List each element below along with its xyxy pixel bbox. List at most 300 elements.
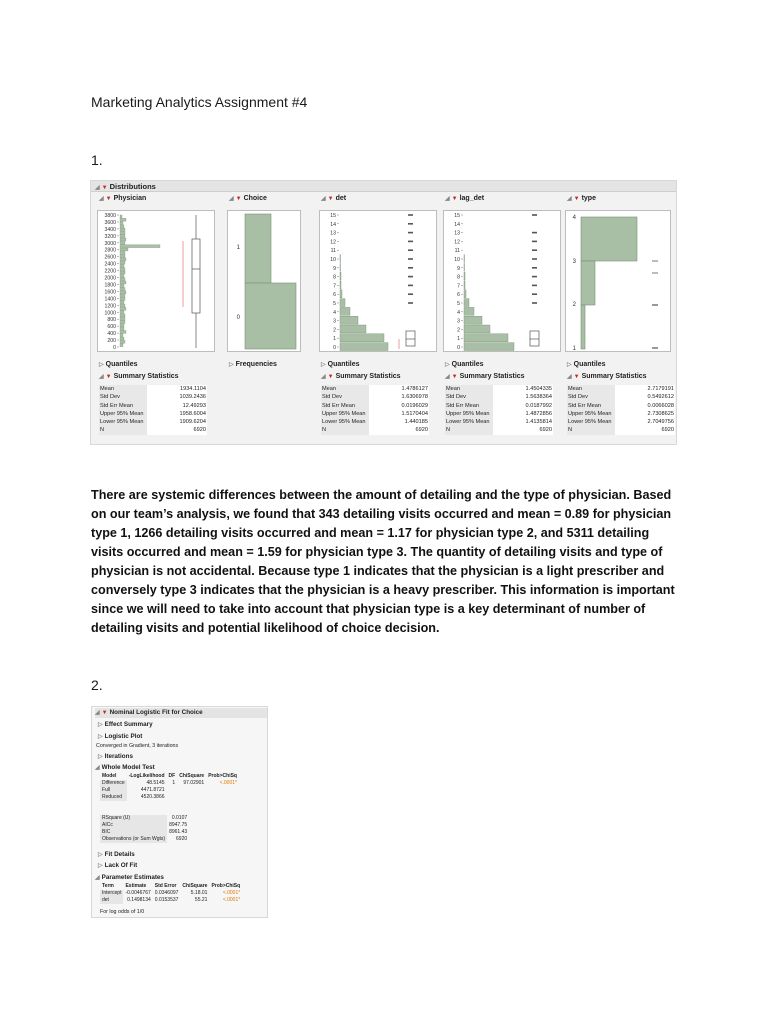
physician-histogram-bar xyxy=(120,261,125,264)
det-histogram-bar xyxy=(340,263,341,271)
distributions-header[interactable] xyxy=(91,181,676,192)
choice-title[interactable] xyxy=(229,194,267,204)
parameter-estimate-cell: 0.0346097 xyxy=(154,890,179,896)
det-stats-table xyxy=(321,385,429,435)
collapse-triangle-icon[interactable]: ◢ xyxy=(567,374,572,380)
expand-triangle-icon[interactable]: ▷ xyxy=(98,722,103,728)
physician-histogram-bar xyxy=(120,294,125,297)
stat-value: 1.4872856 xyxy=(493,410,553,418)
red-menu-triangle-icon[interactable]: ▼ xyxy=(101,710,108,716)
fit-stat-row xyxy=(100,836,189,843)
whole-model-test-column-header: Model xyxy=(102,773,117,779)
stat-label: Mean xyxy=(445,385,493,393)
parameter-estimate-cell: 5.18.01 xyxy=(190,890,208,896)
det-tick-label: 0 xyxy=(333,345,336,351)
physician-title-label: Physician xyxy=(113,195,147,202)
expand-triangle-icon[interactable]: ▷ xyxy=(445,362,450,368)
fit-stat-cell: BIC xyxy=(100,829,167,836)
stat-value: 0.0196029 xyxy=(369,402,429,410)
quantiles-label: Quantiles xyxy=(451,361,484,368)
lag-det-histogram-bar xyxy=(464,281,465,289)
choice-frequencies-row[interactable] xyxy=(229,360,277,370)
whole-model-test-cell: 1 xyxy=(172,780,176,786)
parameter-estimate-cell: det xyxy=(100,897,123,904)
lag-det-summary-row[interactable] xyxy=(445,372,525,382)
physician-histogram-bar xyxy=(120,340,125,343)
question-2-label: 2. xyxy=(91,677,103,693)
type-bar-2-3 xyxy=(581,261,595,305)
red-menu-triangle-icon[interactable]: ▼ xyxy=(573,374,580,380)
physician-stats-table xyxy=(99,385,207,435)
lag-det-quantiles-row[interactable] xyxy=(445,360,484,370)
choice-bar-1 xyxy=(245,214,271,283)
type-bar-1-2 xyxy=(581,305,585,349)
det-box xyxy=(406,331,415,346)
stat-value: 2.7179191 xyxy=(615,385,675,393)
whole-model-test-cell: Difference xyxy=(102,780,125,786)
whole-model-test-row xyxy=(100,787,239,794)
physician-histogram-bar xyxy=(120,317,125,320)
stats-row xyxy=(445,393,553,401)
type-title-label: type xyxy=(581,195,596,202)
collapse-triangle-icon[interactable]: ◢ xyxy=(321,374,326,380)
expand-triangle-icon[interactable]: ▷ xyxy=(98,754,103,760)
det-tick-label: 1 xyxy=(333,336,336,343)
logistic-plot-row[interactable] xyxy=(98,732,142,742)
stats-row xyxy=(321,410,429,418)
stats-row xyxy=(567,418,675,426)
stats-row xyxy=(321,426,429,434)
physician-histogram-bar xyxy=(120,321,125,324)
det-histogram xyxy=(319,210,437,352)
red-menu-triangle-icon[interactable]: ▼ xyxy=(235,196,242,202)
parameter-estimate-row xyxy=(100,890,242,897)
whole-model-test-column-header: ChiSquare xyxy=(179,773,205,779)
physician-histogram-bar xyxy=(120,337,124,340)
whole-model-test-column-header: DF xyxy=(168,773,176,779)
det-histogram-bar xyxy=(340,343,388,351)
frequencies-label: Frequencies xyxy=(235,361,277,368)
stat-value: 6920 xyxy=(615,426,675,434)
lag-det-tick-label: 14 xyxy=(454,221,460,228)
physician-histogram-bar xyxy=(120,222,123,225)
type-tick-4: 4 xyxy=(572,215,576,221)
stat-label: Mean xyxy=(567,385,615,393)
physician-tick-label: 1800 xyxy=(104,282,116,289)
whole-model-test-cell xyxy=(167,787,178,794)
physician-histogram-bar xyxy=(120,241,125,244)
physician-column xyxy=(97,194,215,444)
det-tick-label: 14 xyxy=(330,221,336,228)
stat-label: Upper 95% Mean xyxy=(321,410,369,418)
lag-det-title-label: lag_det xyxy=(459,195,485,202)
red-menu-triangle-icon[interactable]: ▼ xyxy=(451,374,458,380)
physician-histogram-bar xyxy=(120,268,125,271)
collapse-triangle-icon[interactable]: ◢ xyxy=(95,185,100,191)
whole-model-test-cell: 4471.8721 xyxy=(140,787,165,793)
stat-label: Lower 95% Mean xyxy=(567,418,615,426)
stats-row xyxy=(321,418,429,426)
det-title[interactable] xyxy=(321,194,346,204)
physician-histogram-bar xyxy=(120,251,125,254)
collapse-triangle-icon[interactable]: ◢ xyxy=(95,765,100,771)
det-tick-label: 15 xyxy=(330,213,336,219)
stat-label: Mean xyxy=(99,385,147,393)
parameter-estimate-row xyxy=(100,897,242,904)
collapse-triangle-icon[interactable]: ◢ xyxy=(321,196,326,202)
physician-histogram-bar xyxy=(120,304,125,307)
det-histogram-bar xyxy=(340,316,358,324)
stats-row xyxy=(567,426,675,434)
det-tick-label: 5 xyxy=(333,301,336,307)
physician-tick-label: 3200 xyxy=(104,233,116,240)
whole-model-test-cell: Full xyxy=(100,787,127,794)
lag-det-tick-label: 10 xyxy=(454,257,460,263)
stat-label: Std Err Mean xyxy=(445,402,493,410)
lag-det-histogram xyxy=(443,210,561,352)
choice-tick-0: 0 xyxy=(236,315,240,321)
lag-det-outlier-mark xyxy=(532,267,537,269)
physician-tick-label: 0 xyxy=(113,345,116,351)
type-histogram-svg xyxy=(566,211,672,353)
lag-det-histogram-bar xyxy=(464,299,469,307)
stat-label: Upper 95% Mean xyxy=(567,410,615,418)
stat-label: Lower 95% Mean xyxy=(99,418,147,426)
expand-triangle-icon[interactable]: ▷ xyxy=(567,362,572,368)
lag-det-outlier-mark xyxy=(532,241,537,243)
det-histogram-bar xyxy=(340,307,350,315)
lag-det-tick-label: 1 xyxy=(457,336,460,343)
stat-value: 1.440185 xyxy=(369,418,429,426)
physician-histogram-bar xyxy=(120,288,125,291)
det-outlier-mark xyxy=(408,241,413,243)
physician-histogram-bar xyxy=(120,327,124,330)
physician-histogram-bar xyxy=(120,314,125,317)
collapse-triangle-icon[interactable]: ◢ xyxy=(95,875,100,881)
det-column xyxy=(319,194,437,444)
lag-det-tick-label: 7 xyxy=(457,283,460,290)
collapse-triangle-icon[interactable]: ◢ xyxy=(99,196,104,202)
physician-histogram-bar xyxy=(120,218,126,221)
physician-histogram-bar xyxy=(120,281,126,284)
det-outlier-mark xyxy=(408,285,413,287)
choice-title-label: Choice xyxy=(243,195,267,202)
type-tick-3: 3 xyxy=(572,259,576,265)
stat-label: Upper 95% Mean xyxy=(445,410,493,418)
physician-histogram-svg xyxy=(98,211,216,353)
fit-stat-cell: RSquare (U) xyxy=(100,815,167,822)
stats-row xyxy=(321,402,429,410)
choice-bar-chart xyxy=(227,210,301,352)
stat-label: Lower 95% Mean xyxy=(321,418,369,426)
lag-det-tick-label: 6 xyxy=(457,292,460,299)
parameter-estimate-cell: <.0001* xyxy=(222,890,241,896)
lag-det-tick-label: 15 xyxy=(454,213,460,219)
parameter-estimate-cell: 55.21 xyxy=(194,897,208,903)
physician-histogram-bar xyxy=(120,311,124,314)
stat-label: Upper 95% Mean xyxy=(99,410,147,418)
expand-triangle-icon[interactable]: ▷ xyxy=(229,362,234,368)
red-menu-triangle-icon[interactable]: ▼ xyxy=(451,196,458,202)
stat-value: 1934.1104 xyxy=(147,385,207,393)
type-quantiles-row[interactable] xyxy=(567,360,606,370)
physician-tick-label: 1000 xyxy=(104,310,116,317)
document-title: Marketing Analytics Assignment #4 xyxy=(91,94,308,110)
fit-stat-cell: Observations (or Sum Wgts) xyxy=(102,836,166,842)
det-tick-label: 6 xyxy=(333,292,336,299)
physician-histogram-bar xyxy=(120,238,126,241)
whole-model-test-column-header: -LogLikelihood xyxy=(128,773,165,779)
collapse-triangle-icon[interactable]: ◢ xyxy=(99,374,104,380)
iterations-label: Iterations xyxy=(104,753,133,760)
det-tick-label: 13 xyxy=(330,230,336,237)
physician-histogram-bar xyxy=(120,298,125,301)
parameter-estimates-table xyxy=(100,883,242,904)
physician-histogram-bar xyxy=(120,228,125,231)
det-outlier-mark xyxy=(408,293,413,295)
physician-histogram-bar xyxy=(120,248,128,251)
parameter-estimate-cell: 0.0153537 xyxy=(154,897,179,903)
stat-label: Std Err Mean xyxy=(99,402,147,410)
log-odds-footnote: For log odds of 1/0 xyxy=(100,909,145,915)
lag-det-histogram-bar xyxy=(464,307,474,315)
fit-stats-table xyxy=(100,815,189,843)
stat-label: Std Err Mean xyxy=(567,402,615,410)
whole-model-test-cell: Reduced xyxy=(100,794,127,801)
fit-details-row[interactable] xyxy=(98,850,135,860)
det-histogram-bar xyxy=(340,281,341,289)
whole-model-test-row[interactable] xyxy=(95,763,155,773)
fit-stat-row xyxy=(100,822,189,829)
distributions-header-label: Distributions xyxy=(109,182,156,191)
stat-label: N xyxy=(445,426,493,434)
physician-tick-label: 1200 xyxy=(104,303,116,310)
physician-tick-label: 2000 xyxy=(104,275,116,282)
det-quantiles-row[interactable] xyxy=(321,360,360,370)
det-tick-label: 11 xyxy=(330,248,336,255)
stats-row xyxy=(99,393,207,401)
stat-label: N xyxy=(567,426,615,434)
physician-title[interactable] xyxy=(99,194,146,204)
stat-label: Std Dev xyxy=(567,393,615,401)
stat-value: 12.49293 xyxy=(147,402,207,410)
stats-row xyxy=(99,418,207,426)
collapse-triangle-icon[interactable]: ◢ xyxy=(229,196,234,202)
quantiles-label: Quantiles xyxy=(105,361,138,368)
whole-model-test-column-header: Prob>ChiSq xyxy=(208,773,237,779)
physician-tick-label: 1400 xyxy=(104,296,116,303)
lack-of-fit-row[interactable] xyxy=(98,861,137,871)
summary-statistics-label: Summary Statistics xyxy=(335,373,401,380)
summary-statistics-label: Summary Statistics xyxy=(113,373,179,380)
stat-value: 1.5170404 xyxy=(369,410,429,418)
parameter-estimates-label: Parameter Estimates xyxy=(101,874,164,881)
physician-quantiles-row[interactable] xyxy=(99,360,138,370)
physician-histogram xyxy=(97,210,215,352)
physician-tick-label: 3000 xyxy=(104,240,116,247)
whole-model-test-cell xyxy=(177,794,206,801)
expand-triangle-icon[interactable]: ▷ xyxy=(99,362,104,368)
type-summary-row[interactable] xyxy=(567,372,647,382)
parameter-estimate-column-header: Estimate xyxy=(125,883,147,889)
det-tick-label: 2 xyxy=(333,327,336,334)
lag-det-outlier-mark xyxy=(532,285,537,287)
physician-histogram-bar xyxy=(120,331,126,334)
effect-summary-row[interactable] xyxy=(98,720,153,730)
red-menu-triangle-icon[interactable]: ▼ xyxy=(101,185,108,191)
stat-label: Std Dev xyxy=(321,393,369,401)
type-bar-3-4 xyxy=(581,217,637,261)
det-tick-label: 7 xyxy=(333,283,336,290)
effect-summary-label: Effect Summary xyxy=(104,721,153,728)
stat-value: 2.7049756 xyxy=(615,418,675,426)
parameter-estimates-row[interactable] xyxy=(95,873,164,883)
stat-value: 6920 xyxy=(369,426,429,434)
stat-value: 0.5492612 xyxy=(615,393,675,401)
whole-model-test-header-row xyxy=(100,773,239,780)
whole-model-test-cell xyxy=(177,787,206,794)
collapse-triangle-icon[interactable]: ◢ xyxy=(95,710,100,716)
lag-det-tick-label: 3 xyxy=(457,318,460,325)
red-menu-triangle-icon[interactable]: ▼ xyxy=(105,196,112,202)
whole-model-test-cell: <.0001* xyxy=(219,780,237,786)
det-outlier-mark xyxy=(408,214,413,216)
det-tick-label: 3 xyxy=(333,318,336,325)
physician-histogram-bar xyxy=(120,258,126,261)
parameter-estimate-cell: -0.0046767 xyxy=(125,890,151,896)
stats-row xyxy=(99,426,207,434)
stats-row xyxy=(445,410,553,418)
iterations-row[interactable] xyxy=(98,752,133,762)
whole-model-test-cell: 97.02901 xyxy=(183,780,205,786)
det-outlier-mark xyxy=(408,302,413,304)
parameter-estimate-cell: Intercept xyxy=(102,890,122,896)
fit-stat-cell: 6920 xyxy=(176,836,188,842)
det-outlier-mark xyxy=(408,232,413,234)
stat-value: 1.4504335 xyxy=(493,385,553,393)
summary-statistics-label: Summary Statistics xyxy=(459,373,525,380)
det-outlier-mark xyxy=(408,223,413,225)
det-outlier-mark xyxy=(408,249,413,251)
physician-tick-label: 800 xyxy=(107,317,116,324)
physician-histogram-bar xyxy=(120,291,126,294)
stats-row xyxy=(567,410,675,418)
det-histogram-bar xyxy=(340,272,341,280)
expand-triangle-icon[interactable]: ▷ xyxy=(321,362,326,368)
stats-row xyxy=(445,418,553,426)
det-summary-row[interactable] xyxy=(321,372,401,382)
lag-det-tick-label: 9 xyxy=(457,265,460,272)
stat-value: 1958.6004 xyxy=(147,410,207,418)
red-menu-triangle-icon[interactable]: ▼ xyxy=(105,374,112,380)
fit-details-label: Fit Details xyxy=(104,851,135,858)
lag-det-tick-label: 8 xyxy=(457,274,460,281)
physician-histogram-bar xyxy=(120,324,124,327)
collapse-triangle-icon[interactable]: ◢ xyxy=(445,196,450,202)
logistic-header[interactable] xyxy=(95,708,267,718)
lag-det-histogram-svg xyxy=(444,211,562,353)
answer-paragraph: There are systemic differences between the amount of detailing and the type of physician. Based on our team’s analysis, we found that 343 detailing visits occurred and mean = 0.89 for physician type 1, 1266 detailing visits occurred and mean = 1.17 for physician type 2, and 5311 detailing visits occurred and mean = 1.59 for physician type 3. The quantity of detailing visits and type of physician is not accidental. Because type 1 indicates that the physician is a light prescriber and conversely type 3 indicates that the physician is a heavy prescriber. This information is important since we will need to take into account that physician type is a key determinant of number of detailing visits and potential likelihood of choice decision. xyxy=(91,488,675,635)
red-menu-triangle-icon[interactable]: ▼ xyxy=(327,374,334,380)
lag-det-tick-label: 5 xyxy=(457,301,460,307)
expand-triangle-icon[interactable]: ▷ xyxy=(98,852,103,858)
physician-histogram-bar xyxy=(120,225,124,228)
collapse-triangle-icon[interactable]: ◢ xyxy=(445,374,450,380)
stat-label: Mean xyxy=(321,385,369,393)
lag-det-tick-label: 4 xyxy=(457,309,460,316)
whole-model-test-row xyxy=(100,780,239,787)
physician-summary-row[interactable] xyxy=(99,372,179,382)
lag-det-outlier-mark xyxy=(532,232,537,234)
physician-histogram-bar xyxy=(120,344,123,347)
det-outlier-mark xyxy=(408,267,413,269)
stats-row xyxy=(321,393,429,401)
physician-box xyxy=(192,239,200,313)
lag-det-tick-label: 2 xyxy=(457,327,460,334)
stat-label: Std Dev xyxy=(445,393,493,401)
parameter-estimate-cell: <.0001* xyxy=(222,897,241,903)
lag-det-outlier-mark xyxy=(532,249,537,251)
expand-triangle-icon[interactable]: ▷ xyxy=(98,863,103,869)
lag-det-box xyxy=(530,331,539,346)
distributions-panel xyxy=(90,180,677,445)
quantiles-label: Quantiles xyxy=(573,361,606,368)
lag-det-outlier-mark xyxy=(532,258,537,260)
fit-stat-cell: AICc xyxy=(100,822,167,829)
collapse-triangle-icon[interactable]: ◢ xyxy=(567,196,572,202)
stat-label: Std Err Mean xyxy=(321,402,369,410)
det-histogram-bar xyxy=(340,325,366,333)
expand-triangle-icon[interactable]: ▷ xyxy=(98,734,103,740)
lag-det-outlier-mark xyxy=(532,302,537,304)
physician-histogram-bar xyxy=(120,334,123,337)
lag-det-histogram-bar xyxy=(464,316,482,324)
lag-det-title[interactable] xyxy=(445,194,484,204)
physician-histogram-bar xyxy=(120,274,124,277)
physician-histogram-bar xyxy=(120,235,125,238)
stats-row xyxy=(445,402,553,410)
det-tick-label: 4 xyxy=(333,309,336,316)
lag-det-outlier-mark xyxy=(532,214,537,216)
stat-value: 6920 xyxy=(147,426,207,434)
lag-det-tick-label: 13 xyxy=(454,230,460,237)
type-title[interactable] xyxy=(567,194,596,204)
stat-value: 1.6306978 xyxy=(369,393,429,401)
stat-label: N xyxy=(99,426,147,434)
physician-tick-label: 600 xyxy=(107,324,116,331)
physician-histogram-bar xyxy=(120,232,125,235)
physician-tick-label: 400 xyxy=(107,331,116,338)
stat-value: 0.0187992 xyxy=(493,402,553,410)
stats-row xyxy=(99,410,207,418)
parameter-estimate-column-header: Term xyxy=(102,883,114,889)
fit-stat-cell: 0.0107 xyxy=(171,815,188,821)
lag-det-histogram-bar xyxy=(464,263,465,271)
type-histogram xyxy=(565,210,671,352)
physician-tick-label: 200 xyxy=(107,338,116,345)
det-outlier-mark xyxy=(408,258,413,260)
physician-histogram-bar xyxy=(120,265,124,268)
det-histogram-svg xyxy=(320,211,438,353)
stat-value: 0.0066028 xyxy=(615,402,675,410)
logistic-title: Nominal Logistic Fit for Choice xyxy=(109,709,203,716)
physician-histogram-bar xyxy=(120,301,124,304)
lag-det-histogram-bar xyxy=(464,290,466,298)
red-menu-triangle-icon[interactable]: ▼ xyxy=(327,196,334,202)
choice-bar-0 xyxy=(245,283,296,349)
red-menu-triangle-icon[interactable]: ▼ xyxy=(573,196,580,202)
fit-stat-row xyxy=(100,829,189,836)
